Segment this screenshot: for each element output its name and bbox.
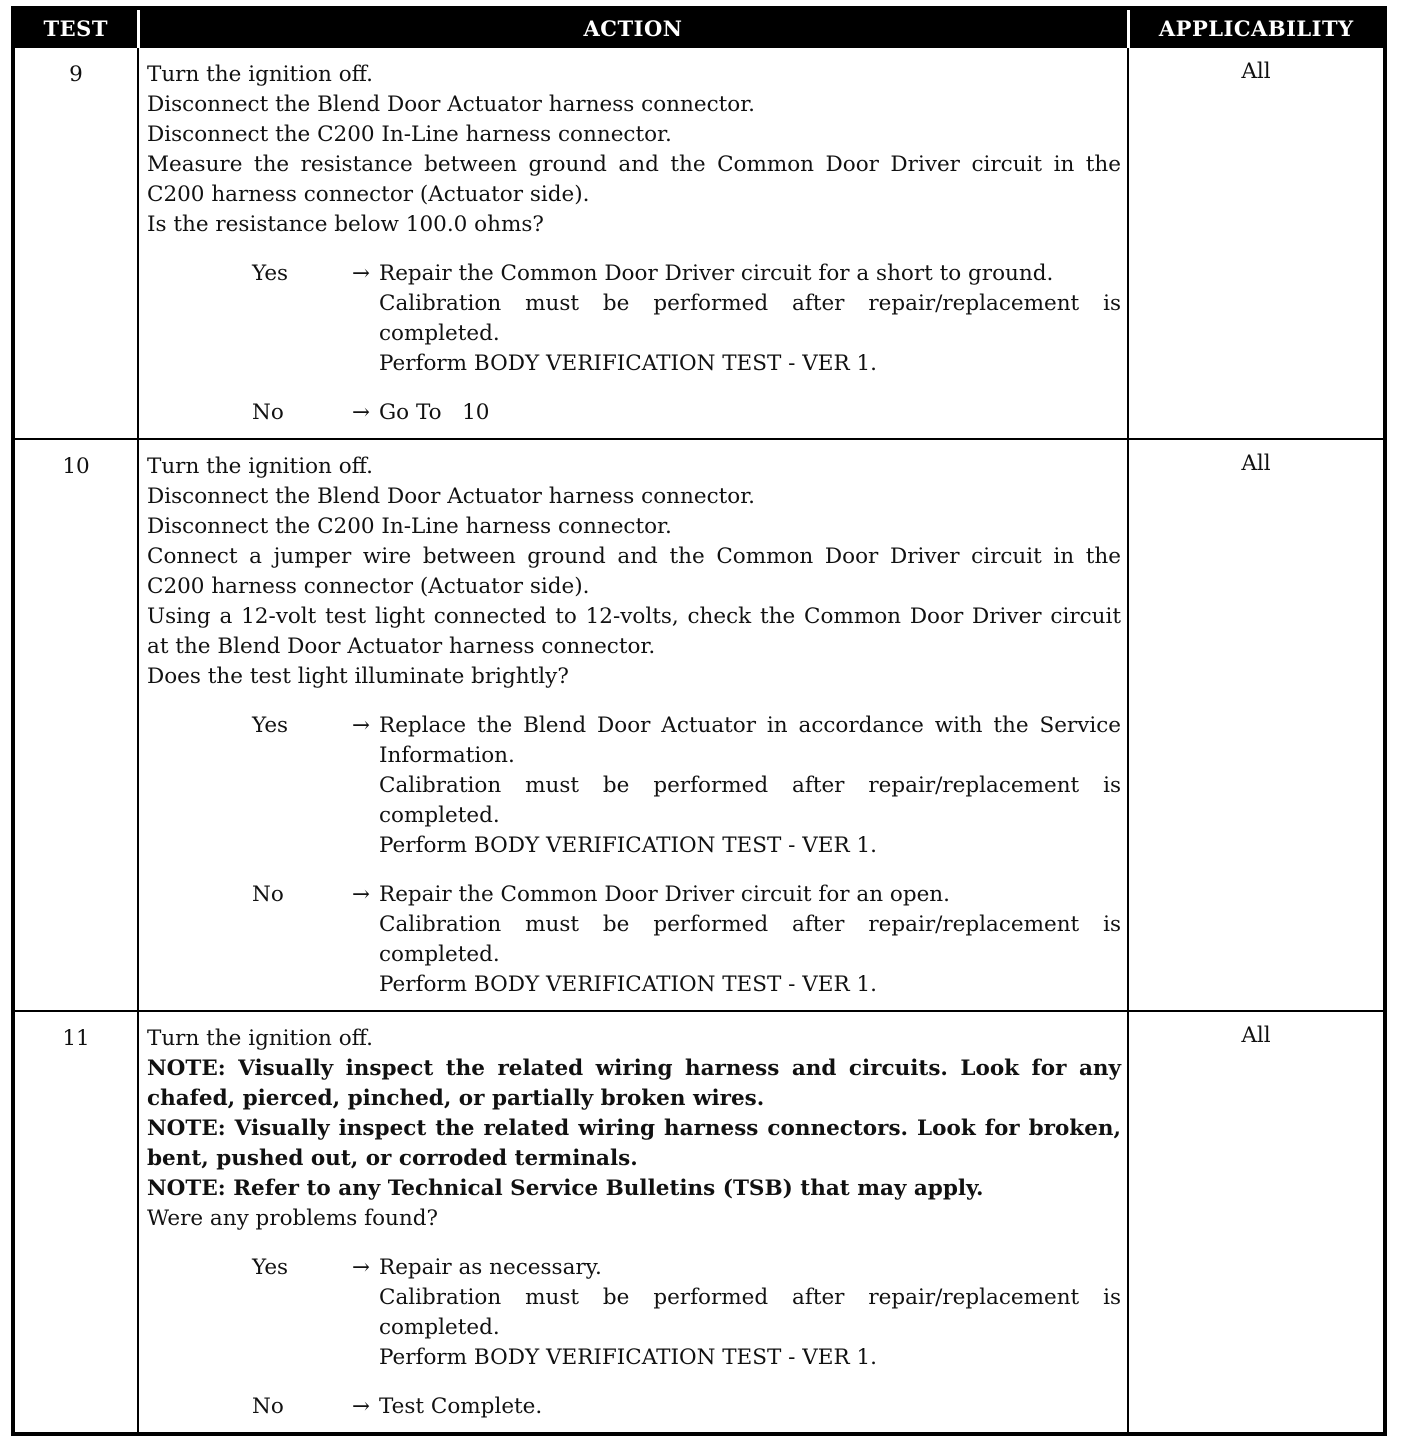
yes-outcome — [379, 1253, 1121, 1373]
yes-outcome — [379, 711, 1121, 861]
action-cell — [138, 47, 1128, 439]
yes-outcome — [379, 259, 1121, 379]
applicability-value: All — [1128, 439, 1385, 1011]
action-cell — [138, 439, 1128, 1011]
no-outcome — [379, 1392, 1121, 1422]
outcome-line: Calibration must be performed after repair/replacement is completed. — [379, 912, 1121, 967]
outcome-line: Repair the Common Door Driver circuit for a short to ground. — [379, 261, 1054, 286]
yes-response — [147, 711, 1121, 861]
action-cell — [138, 1011, 1128, 1434]
no-outcome — [379, 398, 1121, 428]
header-applicability: APPLICABILITY — [1128, 8, 1385, 47]
arrow-right-icon: → — [352, 261, 371, 286]
step: Disconnect the Blend Door Actuator harness connector. — [147, 92, 755, 117]
step: Turn the ignition off. — [147, 62, 373, 87]
outcome-line: Calibration must be performed after repair/replacement is completed. — [379, 291, 1121, 346]
no-label: No — [252, 1394, 284, 1419]
outcome-line: Repair the Common Door Driver circuit for an open. — [379, 882, 950, 907]
yes-label: Yes — [252, 1255, 289, 1280]
step: Is the resistance below 100.0 ohms? — [147, 212, 544, 237]
diagnostic-table — [11, 6, 1387, 1436]
yes-label: Yes — [252, 261, 289, 286]
step: Using a 12-volt test light connected to 12-volts, check the Common Door Driver circuit at the Blend Door Actuator harness connector. — [147, 604, 1121, 659]
yes-label: Yes — [252, 713, 289, 738]
outcome-line: Perform BODY VERIFICATION TEST - VER 1. — [379, 351, 878, 376]
step: Connect a jumper wire between ground and the Common Door Driver circuit in the C200 harness connector (Actuator side). — [147, 544, 1121, 599]
no-response — [147, 880, 1121, 1000]
yes-response — [147, 1253, 1121, 1373]
arrow-right-icon: → — [352, 1255, 371, 1280]
applicability-value: All — [1128, 47, 1385, 439]
table-row — [13, 1011, 1385, 1434]
note-step: NOTE: Refer to any Technical Service Bulletins (TSB) that may apply. — [147, 1176, 984, 1201]
outcome-line: Repair as necessary. — [379, 1255, 602, 1280]
table-header-row — [13, 8, 1385, 47]
applicability-value: All — [1128, 1011, 1385, 1434]
no-label: No — [252, 882, 284, 907]
outcome-line: Go To 10 — [379, 400, 490, 425]
outcome-line: Calibration must be performed after repair/replacement is completed. — [379, 773, 1121, 828]
test-number: 10 — [13, 439, 138, 1011]
step: Turn the ignition off. — [147, 454, 373, 479]
table-row — [13, 47, 1385, 439]
outcome-line: Perform BODY VERIFICATION TEST - VER 1. — [379, 1345, 878, 1370]
header-test: TEST — [13, 8, 138, 47]
no-response — [147, 1392, 1121, 1422]
header-action: ACTION — [138, 8, 1128, 47]
test-number: 9 — [13, 47, 138, 439]
arrow-right-icon: → — [352, 713, 371, 738]
outcome-line: Replace the Blend Door Actuator in accordance with the Service Information. — [379, 713, 1121, 768]
step: Were any problems found? — [147, 1206, 439, 1231]
outcome-line: Perform BODY VERIFICATION TEST - VER 1. — [379, 972, 878, 997]
step: Disconnect the Blend Door Actuator harness connector. — [147, 484, 755, 509]
note-step: NOTE: Visually inspect the related wiring harness and circuits. Look for any chafed, pierced, pinched, or partially broken wires. — [147, 1056, 1121, 1111]
yes-response — [147, 259, 1121, 379]
step: Does the test light illuminate brightly? — [147, 664, 569, 689]
step: Disconnect the C200 In-Line harness connector. — [147, 514, 672, 539]
outcome-line: Perform BODY VERIFICATION TEST - VER 1. — [379, 833, 878, 858]
step: Turn the ignition off. — [147, 1026, 373, 1051]
no-outcome — [379, 880, 1121, 1000]
no-response — [147, 398, 1121, 428]
test-number: 11 — [13, 1011, 138, 1434]
outcome-line: Calibration must be performed after repair/replacement is completed. — [379, 1285, 1121, 1340]
arrow-right-icon: → — [352, 400, 371, 425]
diagnostic-test-sheet — [11, 6, 1383, 1435]
table-row — [13, 439, 1385, 1011]
no-label: No — [252, 400, 284, 425]
step: Measure the resistance between ground and the Common Door Driver circuit in the C200 harness connector (Actuator side). — [147, 152, 1121, 207]
outcome-line: Test Complete. — [379, 1394, 543, 1419]
step: Disconnect the C200 In-Line harness connector. — [147, 122, 672, 147]
arrow-right-icon: → — [352, 882, 371, 907]
note-step: NOTE: Visually inspect the related wiring harness connectors. Look for broken, bent, pushed out, or corroded terminals. — [147, 1116, 1121, 1171]
arrow-right-icon: → — [352, 1394, 371, 1419]
